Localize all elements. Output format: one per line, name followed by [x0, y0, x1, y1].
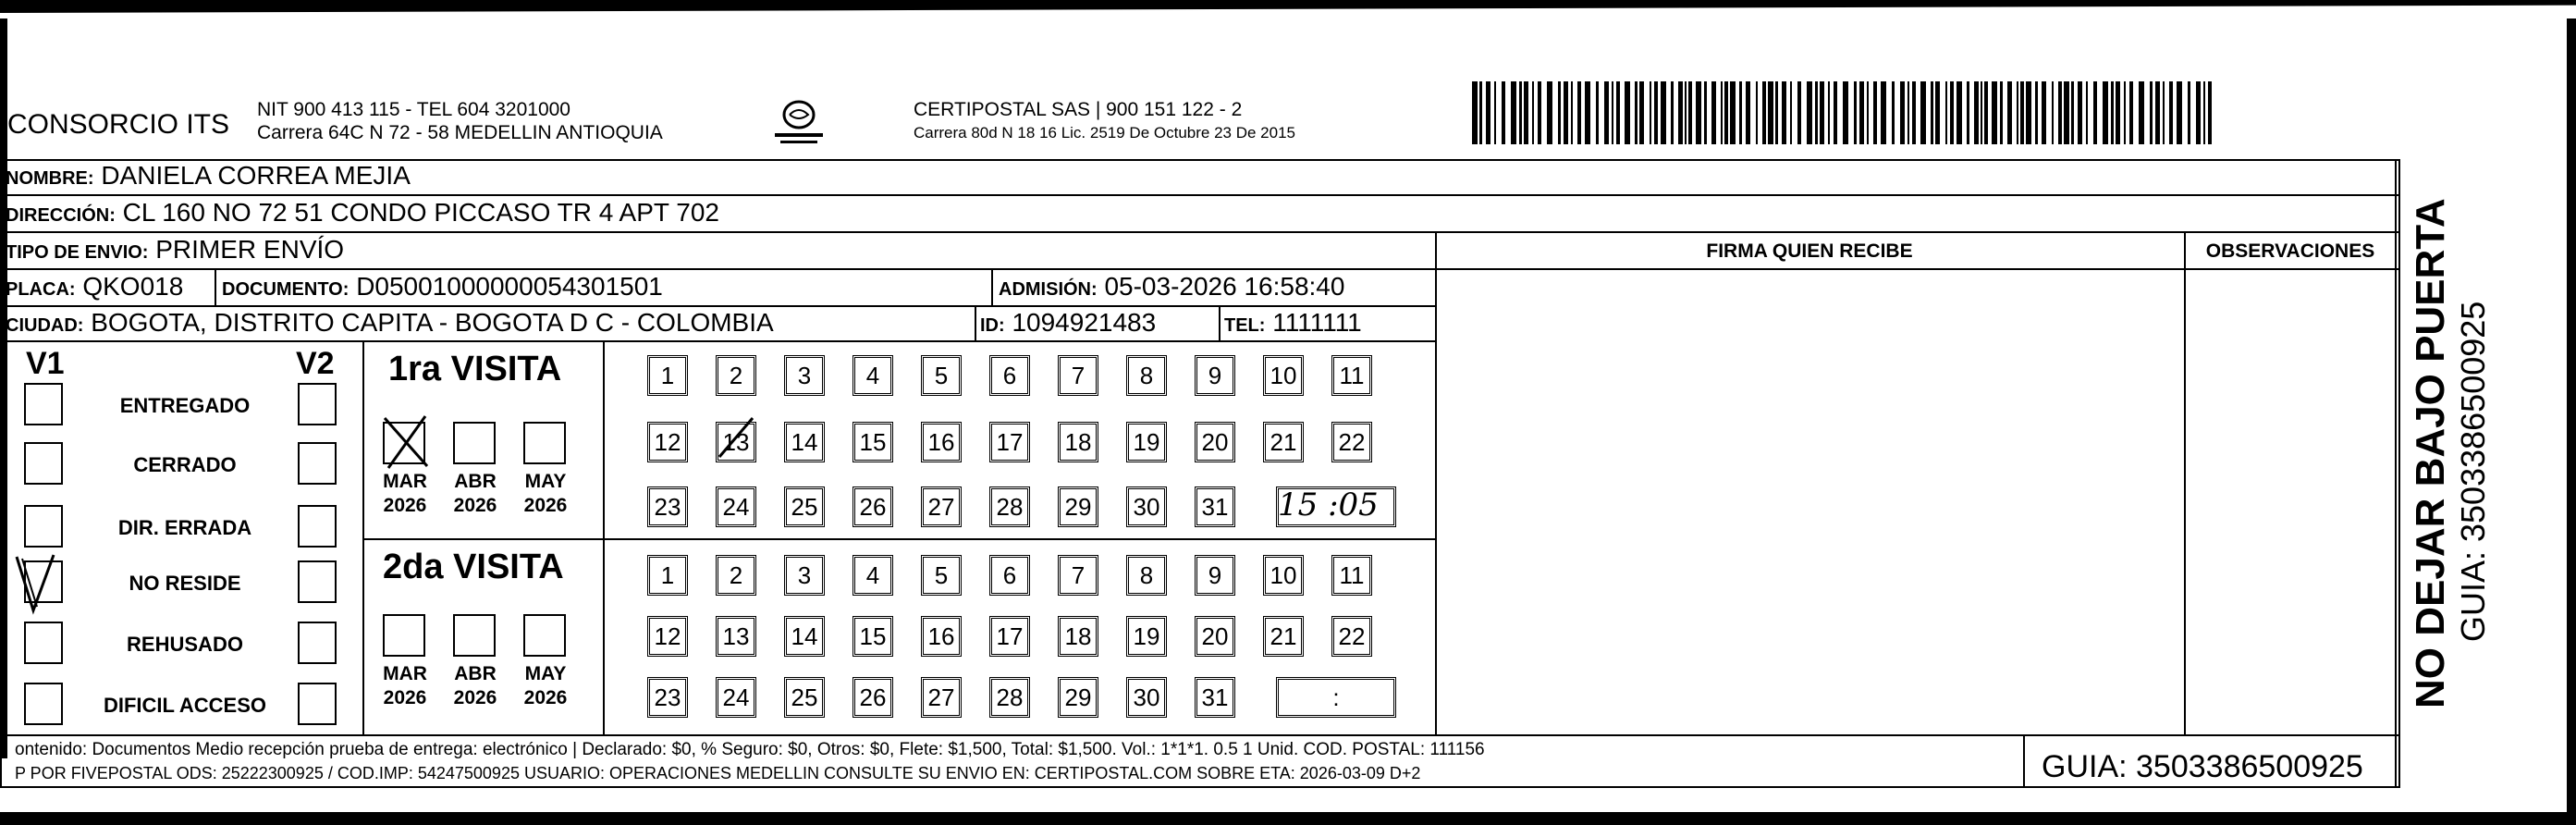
month-label: [375, 662, 435, 710]
first-visit-day-box[interactable]: 30: [1126, 486, 1167, 527]
month-year: 2026: [383, 687, 427, 708]
firma-header: FIRMA QUIEN RECIBE: [1706, 240, 1913, 262]
first-visit-day-box[interactable]: 28: [989, 486, 1030, 527]
scan-edge-bottom: [0, 812, 2576, 825]
second-visit-day-box[interactable]: 8: [1126, 555, 1167, 596]
divider: [215, 268, 216, 305]
second-visit-day-box[interactable]: 22: [1331, 616, 1372, 657]
certipostal-logo-icon: [771, 96, 827, 148]
status-label: CERRADO: [133, 453, 237, 476]
second-visit-day-box[interactable]: 5: [921, 555, 962, 596]
second-visit-day-box[interactable]: 26: [853, 677, 893, 718]
second-visit-day-box[interactable]: 2: [716, 555, 756, 596]
direccion-row: [6, 198, 719, 228]
side-guia: GUIA: 3503386500925: [2454, 301, 2492, 642]
month-checkbox[interactable]: [453, 422, 496, 464]
month-year: 2026: [383, 495, 427, 516]
divider: [0, 231, 2400, 233]
second-visit-day-box[interactable]: 11: [1331, 555, 1372, 596]
nit-line: NIT 900 413 115 - TEL 604 3201000: [257, 99, 570, 120]
first-visit-day-box[interactable]: 25: [784, 486, 825, 527]
second-visit-day-box[interactable]: 3: [784, 555, 825, 596]
second-visit-day-box[interactable]: 7: [1058, 555, 1098, 596]
second-visit-day-box[interactable]: 13: [716, 616, 756, 657]
first-visit-day-box[interactable]: 13: [716, 422, 756, 462]
footer-contents: ontenido: Documentos Medio recepción prueba de entrega: electrónico | Declarado: $0, % Seguro: $0, Otros: $0, Flete: $1,500, Total: $1,500. Vol.: 1*1*1. 0.5 1 Unid. COD. POSTAL: 111156: [15, 740, 1485, 759]
divider: [2395, 159, 2397, 788]
second-visit-day-box[interactable]: 29: [1058, 677, 1098, 718]
admision-row: [999, 272, 1344, 302]
month-year: 2026: [453, 687, 497, 708]
v1-checkbox[interactable]: [24, 683, 63, 725]
second-visit-day-box[interactable]: 19: [1126, 616, 1167, 657]
tel-label: TEL:: [1224, 315, 1266, 336]
observations-area[interactable]: [2188, 270, 2393, 733]
month-name: MAY: [524, 471, 567, 492]
month-checkbox[interactable]: [383, 614, 425, 657]
divider: [975, 305, 976, 340]
documento-label: DOCUMENTO:: [222, 279, 350, 300]
placa-label: PLACA:: [6, 279, 76, 300]
month-year: 2026: [453, 495, 497, 516]
second-visit-day-box[interactable]: 16: [921, 616, 962, 657]
divider: [362, 340, 364, 734]
first-visit-day-box[interactable]: 18: [1058, 422, 1098, 462]
second-visit-day-box[interactable]: 6: [989, 555, 1030, 596]
first-visit-day-box[interactable]: 12: [647, 422, 688, 462]
carrier-line: CERTIPOSTAL SAS | 900 151 122 - 2: [914, 99, 1243, 120]
side-warning: NO DEJAR BAJO PUERTA: [2408, 198, 2453, 708]
second-visit-day-box[interactable]: 9: [1195, 555, 1235, 596]
id-row: [980, 308, 1156, 338]
second-visit-day-box[interactable]: 24: [716, 677, 756, 718]
status-label: DIR. ERRADA: [117, 516, 252, 539]
observaciones-header: OBSERVACIONES: [2205, 240, 2375, 262]
v1-checkbox[interactable]: [24, 383, 63, 425]
first-visit-day-box[interactable]: 23: [647, 486, 688, 527]
divider: [0, 340, 1435, 342]
carrier-address: Carrera 80d N 18 16 Lic. 2519 De Octubre 23 De 2015: [914, 124, 1295, 142]
month-checkbox[interactable]: [453, 614, 496, 657]
nombre-label: NOMBRE:: [6, 168, 94, 189]
status-label: ENTREGADO: [119, 394, 251, 417]
month-label: [446, 470, 505, 518]
month-label: [516, 470, 575, 518]
first-visit-day-box[interactable]: 19: [1126, 422, 1167, 462]
second-visit-day-box[interactable]: 27: [921, 677, 962, 718]
month-name: ABR: [454, 663, 497, 684]
first-visit-day-box[interactable]: 31: [1195, 486, 1235, 527]
day-check-mark: [714, 414, 758, 461]
second-visit-day-box[interactable]: 20: [1195, 616, 1235, 657]
first-visit-day-box[interactable]: 26: [853, 486, 893, 527]
v1-checkbox[interactable]: [24, 622, 63, 664]
carrier-info: [914, 98, 1295, 144]
v2-checkbox[interactable]: [298, 383, 337, 425]
month-name: MAR: [383, 663, 427, 684]
tipo-value: PRIMER ENVÍO: [155, 235, 345, 264]
second-visit-day-box[interactable]: 21: [1263, 616, 1304, 657]
first-visit-title: 1ra VISITA: [388, 350, 562, 388]
second-visit-time-box[interactable]: :: [1276, 677, 1396, 718]
divider: [603, 340, 605, 734]
tel-row: [1224, 308, 1362, 338]
first-visit-day-box[interactable]: 6: [989, 355, 1030, 396]
direccion-label: DIRECCIÓN:: [6, 205, 116, 226]
second-visit-title: 2da VISITA: [383, 548, 564, 586]
ciudad-label: CIUDAD:: [6, 315, 84, 336]
first-visit-day-box[interactable]: 29: [1058, 486, 1098, 527]
company-contact: [257, 98, 663, 144]
first-visit-day-box[interactable]: 27: [921, 486, 962, 527]
id-label: ID:: [980, 315, 1005, 336]
second-visit-day-box[interactable]: 31: [1195, 677, 1235, 718]
address-line: Carrera 64C N 72 - 58 MEDELLIN ANTIOQUIA: [257, 122, 663, 143]
month-name: MAY: [524, 663, 567, 684]
month-label: [375, 470, 435, 518]
v2-checkbox[interactable]: [298, 683, 337, 725]
status-label: DIFICIL ACCESO: [103, 694, 266, 717]
nombre-row: [6, 161, 411, 191]
first-visit-day-box[interactable]: 5: [921, 355, 962, 396]
v2-label: V2: [296, 346, 335, 381]
first-visit-day-box[interactable]: 10: [1263, 355, 1304, 396]
month-checkbox[interactable]: [523, 422, 566, 464]
first-visit-time: 15 :05: [1278, 486, 1379, 523]
month-name: MAR: [383, 471, 427, 492]
second-visit-day-box[interactable]: 28: [989, 677, 1030, 718]
first-visit-day-box[interactable]: 7: [1058, 355, 1098, 396]
v2-checkbox[interactable]: [298, 505, 337, 548]
v2-checkbox[interactable]: [298, 442, 337, 485]
first-visit-day-box[interactable]: 2: [716, 355, 756, 396]
second-visit-day-box[interactable]: 4: [853, 555, 893, 596]
scan-edge-top: [0, 0, 2576, 13]
nombre-value: DANIELA CORREA MEJIA: [101, 161, 411, 190]
second-visit-day-box[interactable]: 17: [989, 616, 1030, 657]
documento-row: [222, 272, 663, 302]
v1-checkbox[interactable]: [24, 442, 63, 485]
divider: [1435, 231, 1437, 734]
first-visit-day-box[interactable]: 9: [1195, 355, 1235, 396]
second-visit-day-box[interactable]: 23: [647, 677, 688, 718]
v1-checkbox[interactable]: [24, 505, 63, 548]
second-visit-day-box[interactable]: 25: [784, 677, 825, 718]
divider: [2184, 231, 2186, 734]
month-checkbox[interactable]: [523, 614, 566, 657]
month-check-mark: [379, 412, 435, 474]
status-label: REHUSADO: [127, 633, 243, 656]
v1-check-mark: [13, 551, 59, 616]
footer-guia: GUIA: 3503386500925: [2042, 749, 2363, 784]
ciudad-value: BOGOTA, DISTRITO CAPITA - BOGOTA D C - COLOMBIA: [91, 308, 774, 337]
first-visit-day-box[interactable]: 22: [1331, 422, 1372, 462]
divider: [0, 194, 2400, 196]
v1-label: V1: [26, 346, 65, 381]
first-visit-day-box[interactable]: 11: [1331, 355, 1372, 396]
second-visit-day-box[interactable]: 12: [647, 616, 688, 657]
first-visit-day-box[interactable]: 15: [853, 422, 893, 462]
tel-value: 1111111: [1272, 308, 1362, 337]
footer-tracking: P POR FIVEPOSTAL ODS: 25222300925 / COD.IMP: 54247500925 USUARIO: OPERACIONES MEDELLIN CONSULTE SU ENVIO EN: CERTIPOSTAL.COM SOBRE ETA: 2026-03-09 D+2: [15, 764, 1421, 782]
first-visit-day-box[interactable]: 1: [647, 355, 688, 396]
divider: [2023, 734, 2025, 788]
month-year: 2026: [523, 687, 568, 708]
first-visit-day-box[interactable]: 3: [784, 355, 825, 396]
divider: [0, 734, 2400, 736]
documento-value: D05001000000054301501: [356, 272, 663, 301]
signature-area[interactable]: [1439, 270, 2182, 733]
placa-row: [6, 272, 183, 302]
v2-checkbox[interactable]: [298, 560, 337, 603]
second-visit-day-box[interactable]: 1: [647, 555, 688, 596]
id-value: 1094921483: [1012, 308, 1157, 337]
month-label: [446, 662, 505, 710]
admision-value: 05-03-2026 16:58:40: [1104, 272, 1345, 301]
second-visit-day-box[interactable]: 15: [853, 616, 893, 657]
second-visit-day-box[interactable]: 10: [1263, 555, 1304, 596]
first-visit-day-box[interactable]: 21: [1263, 422, 1304, 462]
divider: [1219, 305, 1221, 340]
first-visit-day-box[interactable]: 24: [716, 486, 756, 527]
second-visit-day-box[interactable]: 14: [784, 616, 825, 657]
tipo-label: TIPO DE ENVIO:: [6, 242, 149, 263]
divider: [991, 268, 993, 305]
scan-edge-right: [2567, 18, 2576, 814]
admision-label: ADMISIÓN:: [999, 279, 1098, 300]
first-visit-day-box[interactable]: 4: [853, 355, 893, 396]
barcode-icon: [1472, 81, 2212, 144]
second-visit-day-box[interactable]: 30: [1126, 677, 1167, 718]
first-visit-day-box[interactable]: 14: [784, 422, 825, 462]
divider: [362, 538, 1435, 540]
first-visit-day-box[interactable]: 20: [1195, 422, 1235, 462]
company-name: CONSORCIO ITS: [7, 109, 230, 140]
placa-value: QKO018: [82, 272, 184, 301]
direccion-value: CL 160 NO 72 51 CONDO PICCASO TR 4 APT 702: [122, 198, 719, 227]
second-visit-day-box[interactable]: 18: [1058, 616, 1098, 657]
first-visit-day-box[interactable]: 17: [989, 422, 1030, 462]
month-label: [516, 662, 575, 710]
status-label: NO RESIDE: [129, 572, 241, 595]
ciudad-row: [6, 308, 774, 338]
v2-checkbox[interactable]: [298, 622, 337, 664]
tipo-row: [6, 235, 344, 265]
first-visit-day-box[interactable]: 16: [921, 422, 962, 462]
month-name: ABR: [454, 471, 497, 492]
first-visit-day-box[interactable]: 8: [1126, 355, 1167, 396]
month-year: 2026: [523, 495, 568, 516]
